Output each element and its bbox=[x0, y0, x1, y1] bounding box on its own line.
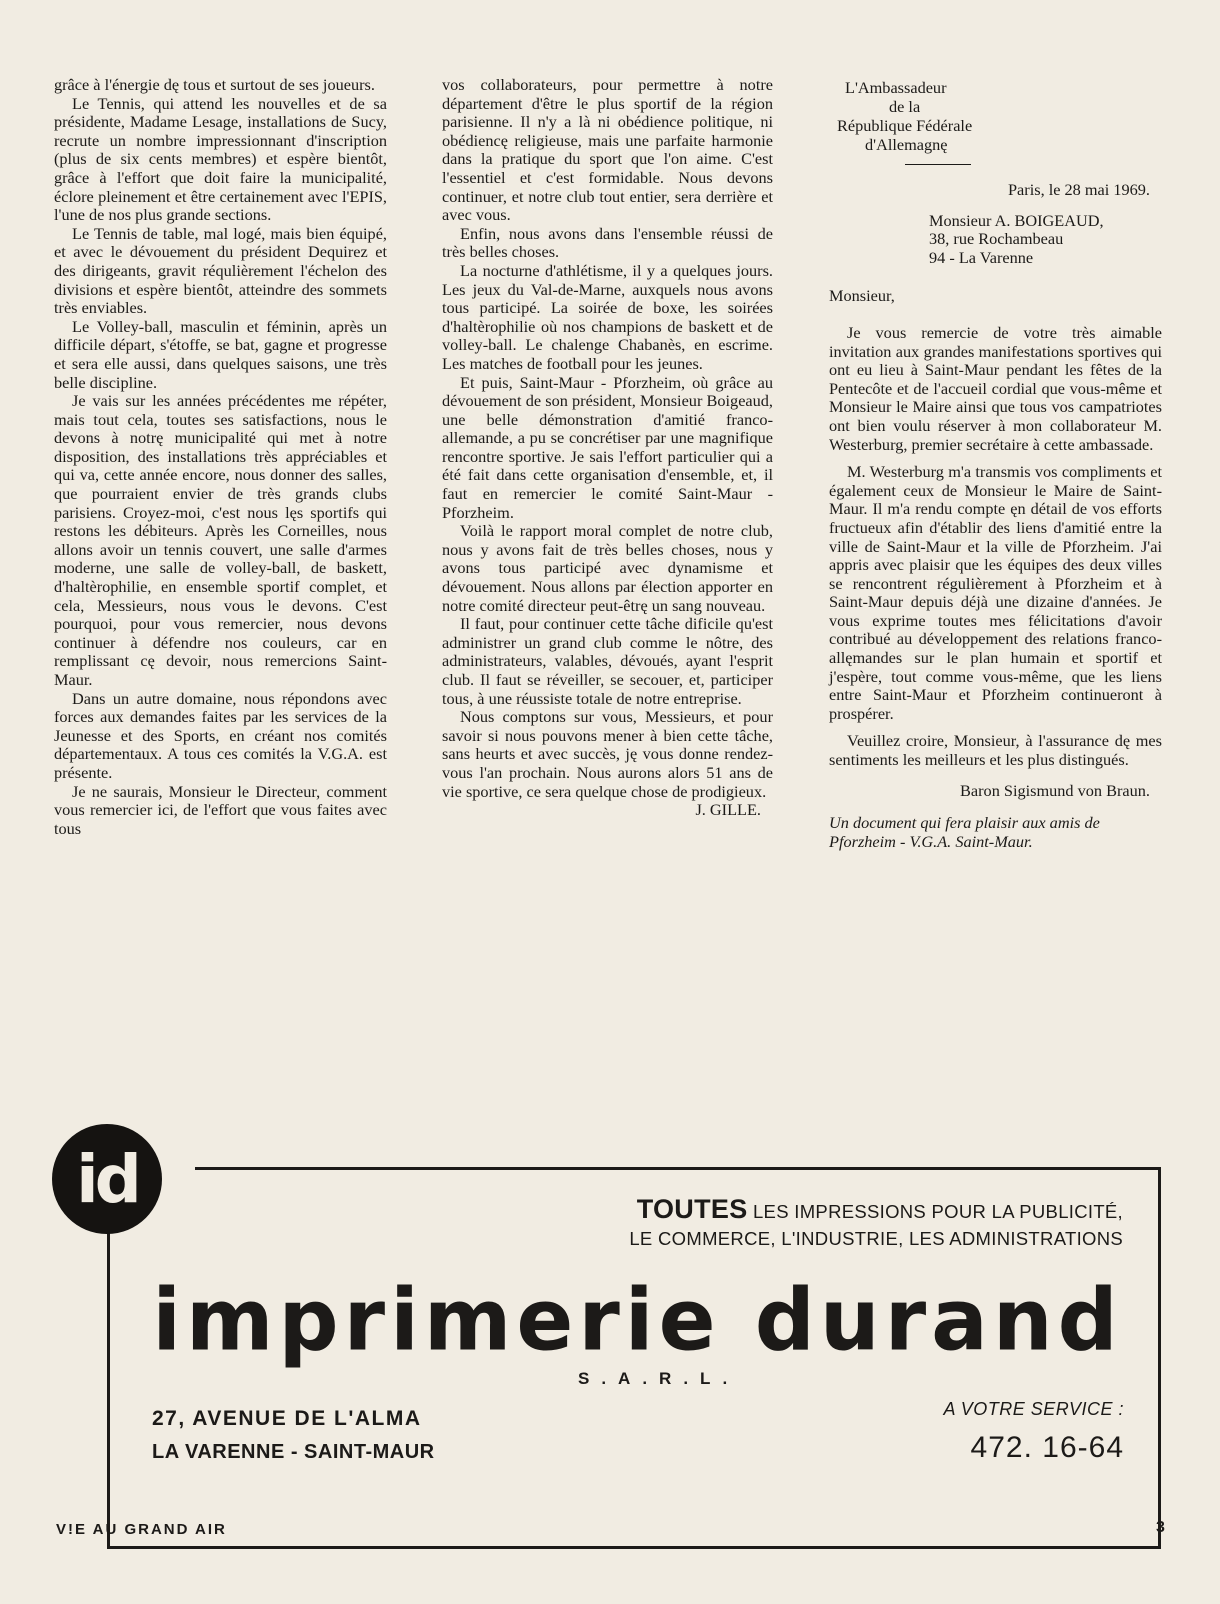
recipient-line: 38, rue Rochambeau bbox=[929, 229, 1064, 249]
paragraph: grâce à l'énergie dę tous et surtout de ses joueurs. bbox=[54, 75, 375, 94]
paragraph: Voilà le rapport moral complet de notre club, nous y avons fait de très belles choses, nous y avons tous participé avec dynamisme et dévouement. Nous allons par élection apporter en notre comité directeur peut-êtrę un sang nouveau. bbox=[442, 521, 773, 615]
ad-phone-number: 472. 16-64 bbox=[970, 1431, 1124, 1464]
recipient-line: Monsieur A. BOIGEAUD, bbox=[929, 210, 1104, 230]
paragraph: Nous comptons sur vous, Messieurs, et pour savoir si nous pouvons mener à bien cette tâche, sans heurts et avec succès, ję vous donne rendez-vous l'an prochain. Nous aurons alors 51 ans de vie sportive, ce sera quelque chose de prodigieux. bbox=[442, 707, 773, 801]
sender-line: de la bbox=[889, 97, 921, 116]
sender-line: L'Ambassadeur bbox=[845, 78, 947, 97]
letter-date: Paris, le 28 mai 1969. bbox=[1008, 180, 1150, 199]
paragraph: vos collaborateurs, pour permettre à notre département d'être le plus sportif de la région parisienne. Il n'y a là ni obédience politique, ni obédiencę religieuse, mais une parfaite harmonie dans la pratique du sport que l'on aime. C'est l'essentiel et c'est formidable. Nous devons continuer, et notre club tout entier, sera derrière et avec vous. bbox=[442, 75, 773, 225]
paragraph: Le Volley-ball, masculin et féminin, après un difficile départ, s'étoffe, se bat, gagne et progresse et sera elle aussi, dans quelques saisons, une très belle discipline. bbox=[54, 316, 387, 392]
editor-note: Un document qui fera plaisir aux amis de Pforzheim - V.G.A. Saint-Maur. bbox=[829, 813, 1100, 851]
letter-salutation: Monsieur, bbox=[829, 286, 895, 306]
paragraph: Je ne saurais, Monsieur le Directeur, comment vous remercier ici, de l'effort que vous faites avec tous bbox=[54, 781, 387, 838]
letter-paragraph: Veuillez croire, Monsieur, à l'assurance dę mes sentiments les meilleurs et les plus distingués. bbox=[829, 731, 1162, 770]
article-column-2 bbox=[442, 76, 773, 820]
paragraph: La nocturne d'athlétisme, il y a quelques jours. Les jeux du Val-de-Marne, auxquels nous avons tous participé. La soirée de boxe, les soirées d'haltèrophilie où nos champions de baskett et de volley-ball. Le chalenge Chabanès, en escrime. Les matches de football pour les jeunes. bbox=[442, 260, 773, 373]
paragraph: Et puis, Saint-Maur - Pforzheim, où grâce au dévouement de son président, Monsieur Boigeaud, une belle démonstration d'amitié franco-allemande, a pu se concrétiser par une magnifique rencontre sportive. Je sais l'effort particulier qui a été fait dans cette organisation d'ensemble, et, il faut en remercier le comité Saint-Maur - Pforzheim. bbox=[442, 372, 773, 522]
letter-recipient bbox=[829, 212, 1162, 268]
paragraph: Je vais sur les années précédentes me répéter, mais tout cela, toutes ses satisfactions, nous le devons à notrę municipalité qui met à notre disposition, des installations très appréciables et qui va, cette année encore, nous donner des salles, que pourraient envier de très grands clubs parisiens. Croyez-moi, c'est nous lęs sportifs qui restons les débiteurs. Après les Corneilles, nous allons avoir un tennis couvert, une salle d'armes moderne, une salle de volley-ball, de baskett, d'haltèrophilie, en ensemble sportif complet, et cela, Messieurs, nous vous le devons. C'est pourquoi, pour vous remercier, nous devons continuer à défendre nos couleurs, car en remplissant cę devoir, nous remercions Saint-Maur. bbox=[54, 391, 387, 689]
letter-sender bbox=[829, 78, 1162, 154]
author-signature: J. GILLE. bbox=[695, 800, 761, 820]
printer-logo: id bbox=[52, 1124, 162, 1234]
ad-service-label: A VOTRE SERVICE : bbox=[943, 1399, 1124, 1419]
ad-company-name: imprimerie durand bbox=[152, 1270, 1123, 1370]
recipient-line: 94 - La Varenne bbox=[929, 247, 1034, 267]
paragraph: Le Tennis de table, mal logé, mais bien équipé, et avec le dévouement du président Dequirez et des dirigeants, gravit réqulièrement l'échelon des divisions et espère bientôt, atteindre des sommets très enviables. bbox=[54, 223, 387, 318]
paragraph: Dans un autre domaine, nous répondons avec forces aux demandes faites par les services de la Jeunesse et des Sports, en créant nos comités départementaux. A tous ces comités la V.G.A. est présente. bbox=[54, 688, 387, 782]
article-column-1 bbox=[54, 76, 387, 838]
sender-line: d'Allemagnę bbox=[865, 135, 948, 154]
ad-legal-form: S.A.R.L. bbox=[578, 1369, 740, 1388]
letter-column bbox=[829, 78, 1162, 851]
magazine-title: V!E AU GRAND AIR bbox=[56, 1521, 227, 1538]
divider bbox=[905, 164, 971, 165]
paragraph: Enfin, nous avons dans l'ensemble réussi de très belles choses. bbox=[442, 223, 773, 262]
paragraph: Le Tennis, qui attend les nouvelles et de sa présidente, Madame Lesage, installations de Sucy, recrute un nombre impressionnant d'inscription (plus de six cents membres) et espère bientôt, grâce à l'effort que doit faire la municipalité, éclore pleinement et être certainement avec l'EPIS, l'une de nos plus grande sections. bbox=[54, 93, 387, 225]
ad-address-city: LA VARENNE - SAINT-MAUR bbox=[152, 1441, 435, 1463]
letter-signature: Baron Sigismund von Braun. bbox=[960, 780, 1150, 800]
paragraph: Il faut, pour continuer cette tâche dificile qu'est administrer un grand club comme le nôtre, des administrateurs, valables, dévoués, ayant l'esprit club. Il faut se réveiller, se secouer, et, participer tous, à une réussiste totale de notre entreprise. bbox=[442, 614, 773, 708]
page-number: 3 bbox=[1156, 1519, 1165, 1536]
ad-tagline-2: LE COMMERCE, L'INDUSTRIE, LES ADMINISTRATIONS bbox=[629, 1228, 1123, 1249]
ad-tagline-text: LES IMPRESSIONS POUR LA PUBLICITÉ, bbox=[752, 1201, 1123, 1222]
ad-tagline-1 bbox=[637, 1194, 1123, 1225]
ad-address-street: 27, AVENUE DE L'ALMA bbox=[152, 1407, 422, 1430]
sender-line: République Fédérale bbox=[837, 116, 973, 135]
ad-tagline-emphasis: TOUTES bbox=[636, 1194, 748, 1224]
letter-paragraph: M. Westerburg m'a transmis vos compliments et également ceux de Monsieur le Maire de Saint-Maur. Il m'a rendu compte ęn détail de vos efforts fructueux afin d'établir des liens d'amitié entre la ville de Saint-Maur et la ville de Pforzheim. J'ai appris avec plaisir que les équipes des deux villes se rencontrent régulièrement à Pforzheim et à Saint-Maur depuis déjà une dizaine d'années. Je vous exprime toutes mes félicitations d'avoir contribué au développement des relations franco-allęmandes sur le plan humain et sportif et j'espère, tout comme vous-même, que les liens entre Saint-Maur et Pforzheim continueront à prospérer. bbox=[829, 462, 1162, 723]
letter-paragraph: Je vous remercie de votre très aimable invitation aux grandes manifestations sportives qui ont eu lieu à Saint-Maur pendant les fêtes de la Pentecôte et de l'accueil cordial que vous-même et Monsieur le Maire ainsi que tous vos campatriotes ont bien voulu réserver à mon collaborateur M. Westerburg, premier secrétaire à cette ambassade. bbox=[829, 322, 1162, 454]
